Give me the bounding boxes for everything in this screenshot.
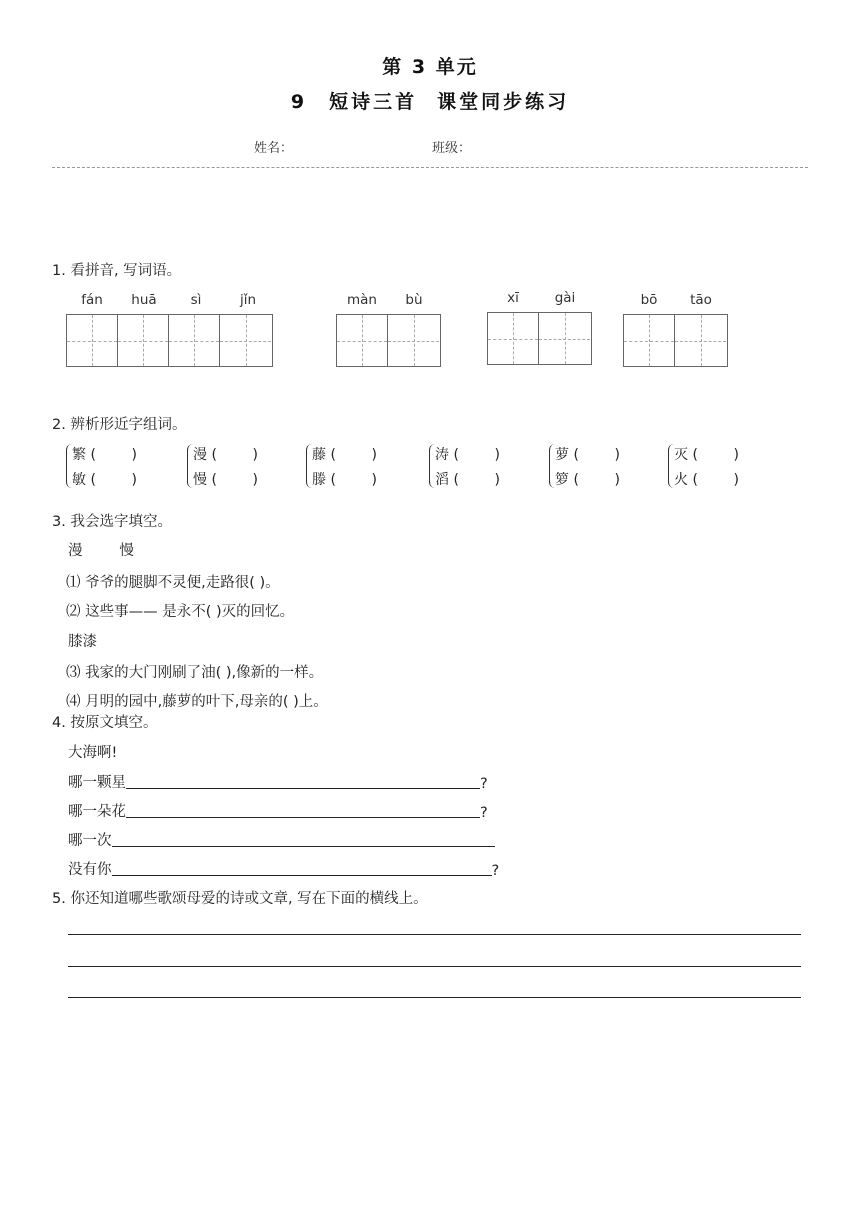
fill-prefix: 哪一朵花 [68, 804, 126, 820]
pair-word-bottom[interactable]: 慢 ( ) [193, 472, 258, 488]
pinyin-group-3 [487, 290, 592, 365]
answer-line-3[interactable] [68, 997, 801, 998]
pinyin-text: tāo [690, 292, 712, 308]
fill-blank[interactable] [126, 817, 480, 818]
word-pair-2 [187, 444, 287, 492]
pinyin-group-2 [336, 292, 441, 367]
pair-word-top[interactable]: 灭 ( ) [674, 447, 739, 463]
q5-title: 5. 你还知道哪些歌颂母爱的诗或文章, 写在下面的横线上。 [52, 891, 428, 907]
grid-cell[interactable] [67, 315, 118, 366]
word-pair-5 [549, 444, 649, 492]
writing-grid[interactable] [623, 314, 728, 367]
q3-sentence-3: ⑶ 我家的大门刚刷了油( ),像新的一样。 [66, 665, 324, 681]
grid-cell[interactable] [220, 315, 271, 366]
pinyin-group-1 [66, 292, 274, 367]
grid-cell[interactable] [388, 315, 439, 366]
q4-fill-line-2 [68, 800, 488, 821]
pinyin-text: huā [131, 292, 157, 308]
pinyin-text: bō [640, 292, 658, 308]
pinyin-text: fán [81, 292, 103, 308]
fill-prefix: 哪一次 [68, 833, 112, 849]
q4-title: 4. 按原文填空。 [52, 715, 158, 731]
pinyin-text: jǐn [239, 292, 257, 308]
choice-chars-2: 膝漆 [68, 634, 97, 650]
pinyin-group-4 [623, 292, 728, 367]
fill-suffix: ? [480, 776, 488, 792]
word-pair-6 [668, 444, 768, 492]
grid-cell[interactable] [118, 315, 169, 366]
writing-grid[interactable] [487, 312, 592, 365]
q4-fill-line-4 [68, 858, 499, 879]
q1-title: 1. 看拼音, 写词语。 [52, 263, 182, 279]
grid-cell[interactable] [488, 313, 539, 364]
word-pair-4 [429, 444, 529, 492]
grid-cell[interactable] [169, 315, 220, 366]
q3-sentence-4: ⑷ 月明的园中,藤萝的叶下,母亲的( )上。 [66, 694, 328, 710]
fill-prefix: 哪一颗星 [68, 775, 126, 791]
pair-word-top[interactable]: 繁 ( ) [72, 447, 137, 463]
lesson-number: 9 [290, 91, 308, 113]
header-divider [52, 167, 808, 168]
pair-word-bottom[interactable]: 箩 ( ) [555, 472, 620, 488]
pinyin-text: xī [507, 290, 519, 306]
writing-grid[interactable] [66, 314, 273, 367]
pair-word-top[interactable]: 涛 ( ) [435, 447, 500, 463]
q4-fill-line-1 [68, 771, 488, 792]
grid-cell[interactable] [337, 315, 388, 366]
grid-cell[interactable] [539, 313, 590, 364]
q4-fill-line-3 [68, 829, 495, 850]
unit-title: 第 3 单元 [382, 56, 478, 78]
fill-suffix: ? [480, 805, 488, 821]
name-label: 姓名： [254, 141, 294, 156]
q4-line-0: 大海啊! [68, 745, 118, 761]
fill-blank[interactable] [112, 875, 492, 876]
fill-blank[interactable] [126, 788, 480, 789]
pair-word-bottom[interactable]: 滔 ( ) [435, 472, 500, 488]
pair-word-bottom[interactable]: 火 ( ) [674, 472, 739, 488]
pair-word-top[interactable]: 漫 ( ) [193, 447, 258, 463]
pinyin-text: gài [554, 290, 576, 306]
pinyin-text: màn [347, 292, 377, 308]
word-pair-1 [66, 444, 166, 492]
pinyin-text: sì [190, 292, 202, 308]
choice-chars-1: 漫 慢 [68, 543, 134, 559]
lesson-title [0, 87, 860, 114]
pair-word-bottom[interactable]: 敏 ( ) [72, 472, 137, 488]
q2-title: 2. 辨析形近字组词。 [52, 417, 187, 433]
grid-cell[interactable] [624, 315, 675, 366]
fill-blank[interactable] [112, 846, 495, 847]
writing-grid[interactable] [336, 314, 441, 367]
pinyin-text: bù [405, 292, 423, 308]
pair-word-bottom[interactable]: 滕 ( ) [312, 472, 377, 488]
word-pair-3 [306, 444, 406, 492]
q3-title: 3. 我会选字填空。 [52, 514, 172, 530]
lesson-name: 短诗三首 [329, 91, 418, 113]
pair-word-top[interactable]: 萝 ( ) [555, 447, 620, 463]
class-label: 班级： [432, 141, 472, 156]
q3-sentence-2: ⑵ 这些事—— 是永不( )灭的回忆。 [66, 604, 295, 620]
fill-suffix: ? [491, 863, 500, 879]
grid-cell[interactable] [675, 315, 726, 366]
lesson-subtitle: 课堂同步练习 [437, 91, 570, 113]
fill-prefix: 没有你 [68, 862, 112, 878]
pair-word-top[interactable]: 藤 ( ) [312, 447, 377, 463]
q3-sentence-1: ⑴ 爷爷的腿脚不灵便,走路很( )。 [66, 575, 280, 591]
answer-line-2[interactable] [68, 966, 801, 967]
answer-line-1[interactable] [68, 934, 801, 935]
